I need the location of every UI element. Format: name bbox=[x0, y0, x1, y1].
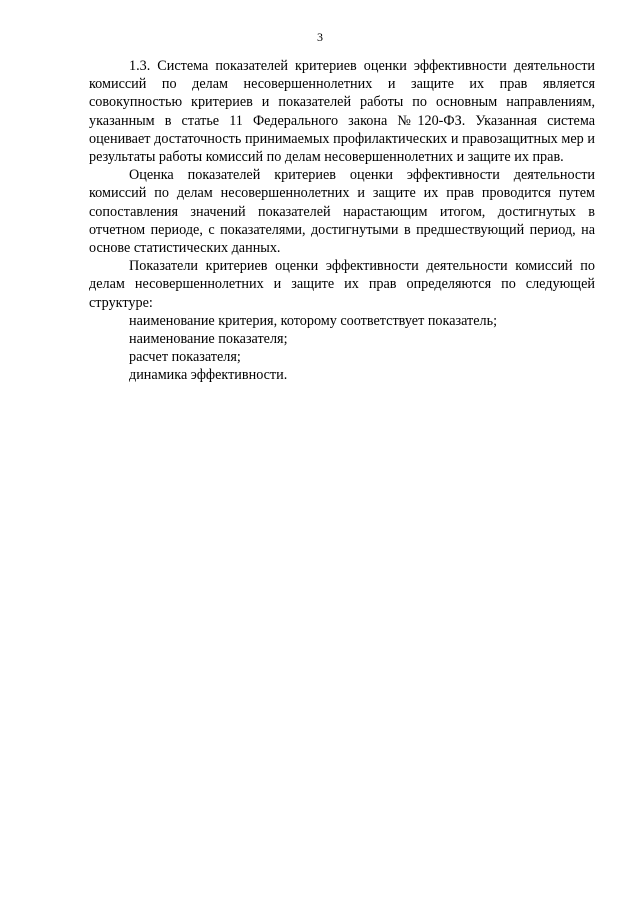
paragraph-indicator-structure: Показатели критериев оценки эффективности деятельности комиссий по делам несовершеннолетних и защите их прав определяются по следующей структуре: bbox=[89, 258, 595, 311]
page-number: 3 bbox=[317, 30, 323, 44]
paragraph-evaluation-method: Оценка показателей критериев оценки эффективности деятельности комиссий по делам несовершеннолетних и защите их прав проводится путем сопоставления значений показателей нарастающим итогом, достигнутых в отчетном периоде, с показателями, достигнутыми в предшествующий период, на основе статистических данных. bbox=[89, 167, 595, 257]
paragraph-system-description: 1.3. Система показателей критериев оценки эффективности деятельности комиссий по делам несовершеннолетних и защите их прав является совокупностью критериев и показателей работы по основным направлениям, указанным в статье 11 Федерального закона №120-ФЗ. Указанная система оценивает достаточность принимаемых профилактических и правозащитных мер и результаты работы комиссий по делам несовершеннолетних и защите их прав. bbox=[89, 58, 595, 166]
structure-item-indicator-calculation: расчет показателя; bbox=[129, 349, 241, 366]
structure-item-indicator-name: наименование показателя; bbox=[129, 331, 288, 348]
structure-item-criterion-name: наименование критерия, которому соответствует показатель; bbox=[129, 312, 498, 329]
structure-item-efficiency-dynamics: динамика эффективности. bbox=[129, 367, 288, 384]
document-body bbox=[89, 57, 595, 385]
